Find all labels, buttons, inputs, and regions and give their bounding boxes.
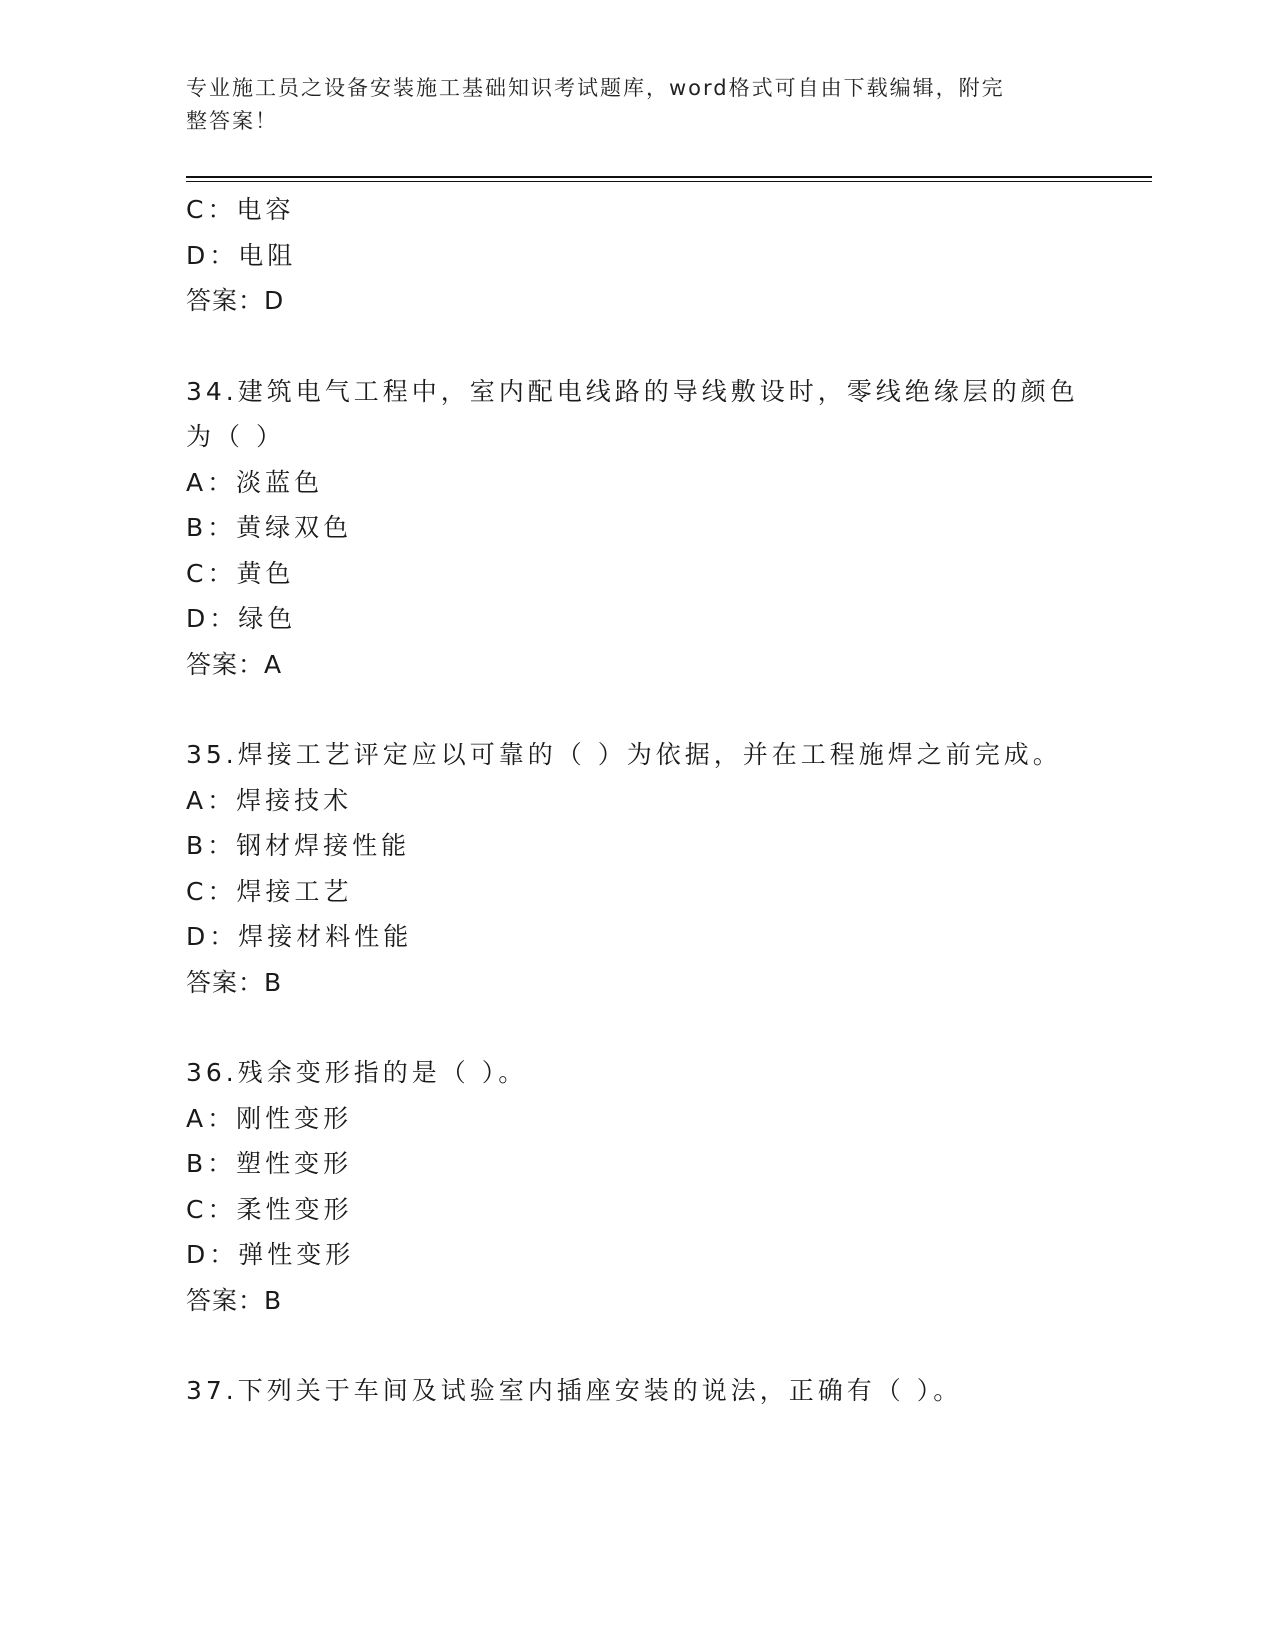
question-content: [186, 187, 1086, 1414]
option-d: D：电阻: [186, 240, 297, 270]
option-d: D：弹性变形: [186, 1240, 355, 1269]
header-line-1: 专业施工员之设备安装施工基础知识考试题库，word格式可自由下载编辑，附完: [186, 76, 1005, 100]
document-header: [186, 72, 1066, 138]
question-37: [186, 1368, 1086, 1414]
option-d: D：绿色: [186, 604, 297, 633]
question-title-line-2: 为（ ）: [186, 422, 285, 451]
question-36: [186, 1050, 1086, 1323]
option-a: A：焊接技术: [186, 785, 353, 815]
question-34: [186, 369, 1086, 688]
answer: 答案：B: [186, 967, 283, 997]
question-title: 37.下列关于车间及试验室内插座安装的说法，正确有（ ）。: [186, 1376, 963, 1405]
question-title: 35.焊接工艺评定应以可靠的（ ）为依据，并在工程施焊之前完成。: [186, 740, 1062, 769]
header-line-2: 整答案！: [186, 109, 278, 133]
answer: 答案：B: [186, 1285, 283, 1315]
option-b: B：黄绿双色: [186, 513, 353, 542]
answer: 答案：A: [186, 649, 283, 679]
option-a: A：刚性变形: [186, 1103, 353, 1133]
header-divider-thin: [186, 181, 1152, 182]
option-b: B：钢材焊接性能: [186, 831, 411, 860]
option-c: C：黄色: [186, 558, 295, 588]
question-title-line-1: 34.建筑电气工程中，室内配电线路的导线敷设时，零线绝缘层的颜色: [186, 376, 1079, 406]
answer: 答案：D: [186, 286, 285, 315]
question-35: [186, 732, 1086, 1005]
question-title: 36.残余变形指的是（ ）。: [186, 1058, 528, 1087]
option-c: C：柔性变形: [186, 1194, 353, 1224]
header-divider-thick: [186, 176, 1152, 178]
option-a: A：淡蓝色: [186, 467, 324, 497]
option-b: B：塑性变形: [186, 1149, 353, 1178]
question-33: [186, 187, 1086, 324]
option-d: D：焊接材料性能: [186, 922, 413, 951]
option-c: C：电容: [186, 195, 295, 224]
option-c: C：焊接工艺: [186, 876, 353, 906]
